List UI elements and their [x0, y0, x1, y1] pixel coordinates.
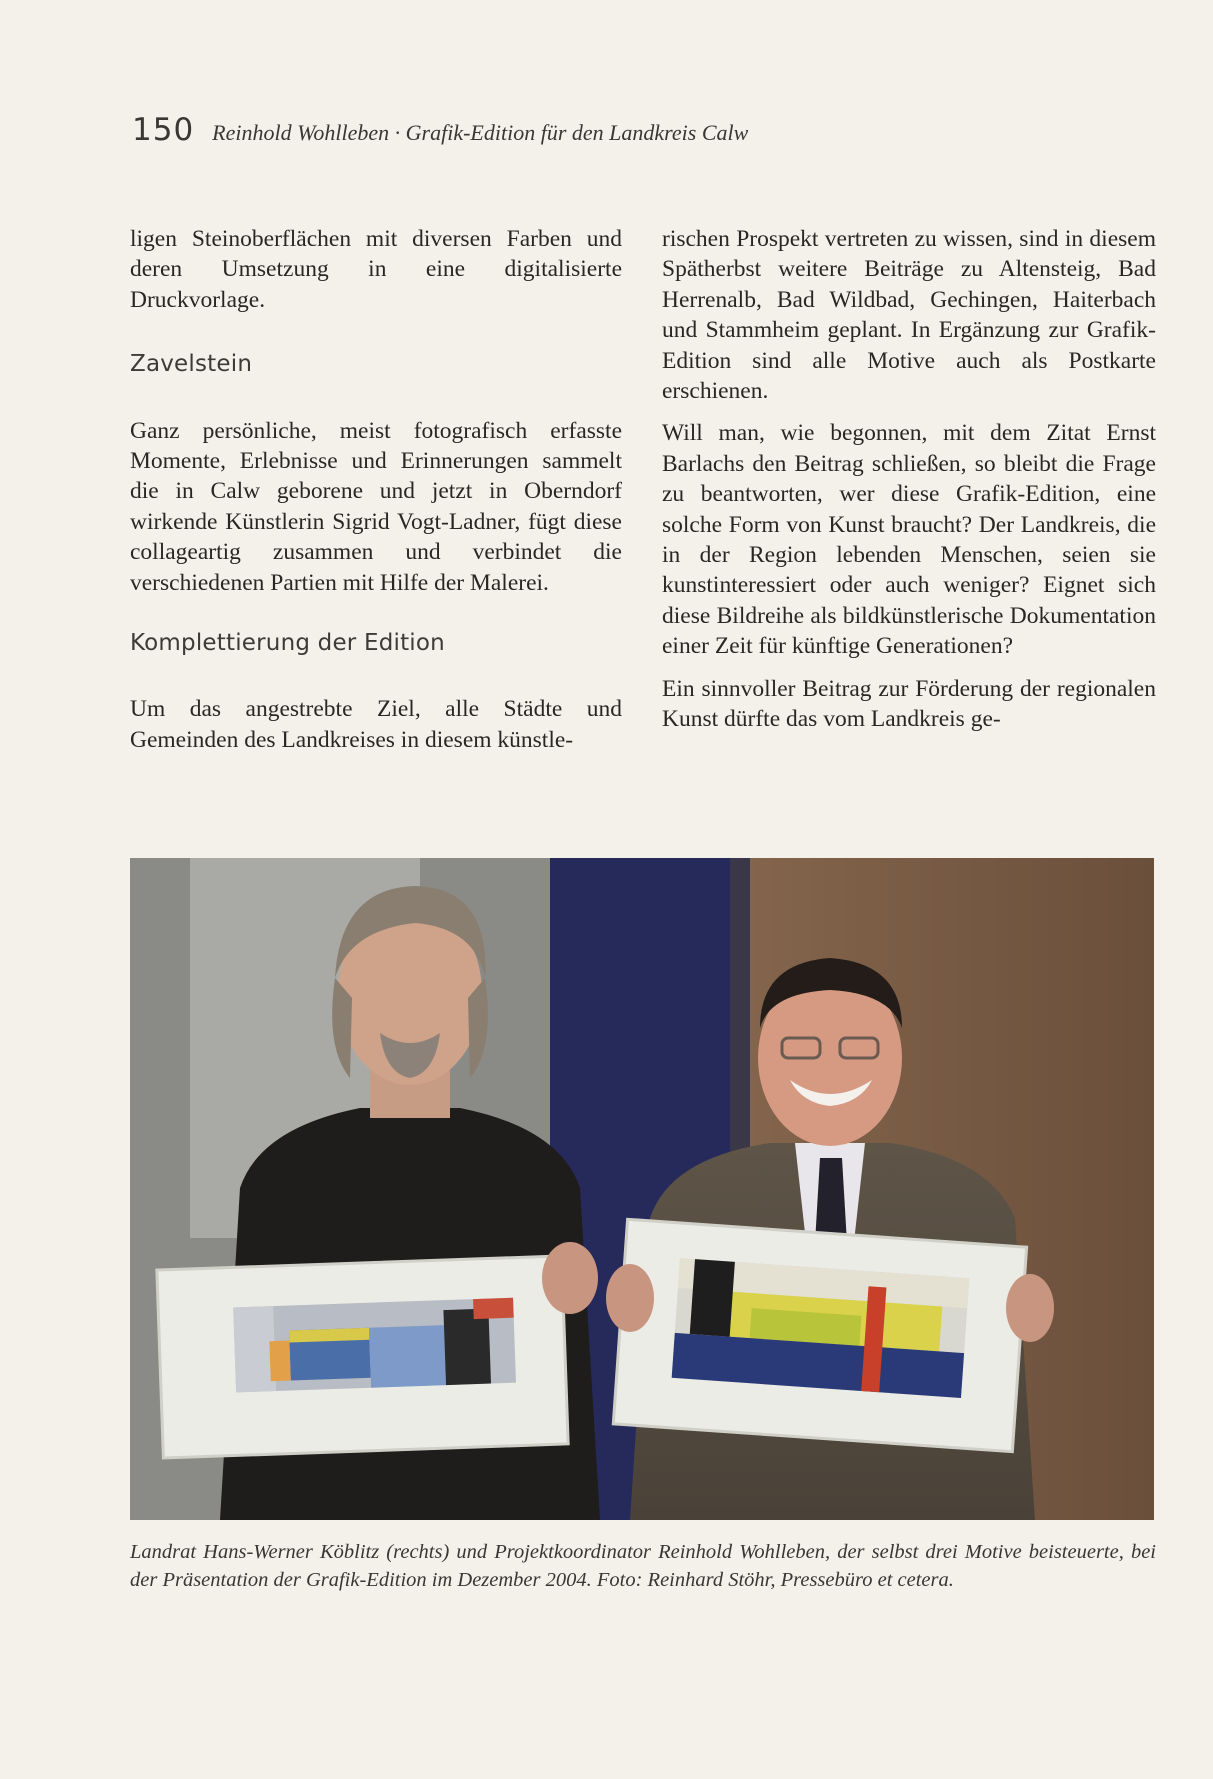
- photo-illustration: [130, 858, 1154, 1520]
- right-paragraph-1: rischen Prospekt vertreten zu wissen, sind in diesem Spätherbst weitere Beiträge zu Altensteig, Bad Herrenalb, Bad Wildbad, Gechingen, Haiterbach und Stammheim geplant. In Ergänzung zur Grafik-Edition sind alle Motive auch als Postkarte erschienen.: [662, 226, 1156, 405]
- running-title: Reinhold Wohlleben · Grafik-Edition für den Landkreis Calw: [212, 120, 749, 145]
- left-paragraph-1: ligen Steinoberflächen mit diversen Farben und deren Umsetzung in eine digitalisierte Druckvorlage.: [130, 226, 622, 313]
- page-header: [132, 112, 1082, 152]
- right-paragraph-3: Ein sinnvoller Beitrag zur Förderung der regionalen Kunst dürfte das vom Landkreis ge-: [662, 675, 1156, 733]
- left-column: [130, 224, 622, 755]
- section-heading-zavelstein: Zavelstein: [130, 351, 253, 378]
- left-paragraph-3: Um das angestrebte Ziel, alle Städte und Gemeinden des Landkreises in diesem künstle-: [130, 696, 622, 753]
- right-column: [662, 224, 1156, 735]
- photo-caption: Landrat Hans-Werner Köblitz (rechts) und Projektkoordinator Reinhold Wohlleben, der selbst drei Motive beisteuerte, bei der Präsentation der Grafik-Edition im Dezember 2004. Foto: Reinhard Stöhr, Pressebüro et cetera.: [130, 1541, 1156, 1591]
- left-paragraph-2: Ganz persönliche, meist fotografisch erfasste Momente, Erlebnisse und Erinnerungen sammelt die in Calw geborene und jetzt in Oberndorf wirkende Künstlerin Sigrid Vogt-Ladner, fügt diese collageartig zusammen und verbindet die verschiedenen Partien mit Hilfe der Malerei.: [130, 417, 622, 596]
- page-number: 150: [132, 112, 195, 148]
- right-paragraph-2: Will man, wie begonnen, mit dem Zitat Ernst Barlachs den Beitrag schließen, so bleibt die Frage zu beantworten, wer diese Grafik-Edition, eine solche Form von Kunst braucht? Der Landkreis, die in der Region lebenden Menschen, seien sie kunstinteressiert oder auch weniger? Eignet sich diese Bildreihe als bildkünstlerische Dokumentation einer Zeit für künftige Generationen?: [662, 420, 1156, 660]
- event-photo: [130, 858, 1154, 1520]
- section-heading-komplettierung: Komplettierung der Edition: [130, 630, 445, 657]
